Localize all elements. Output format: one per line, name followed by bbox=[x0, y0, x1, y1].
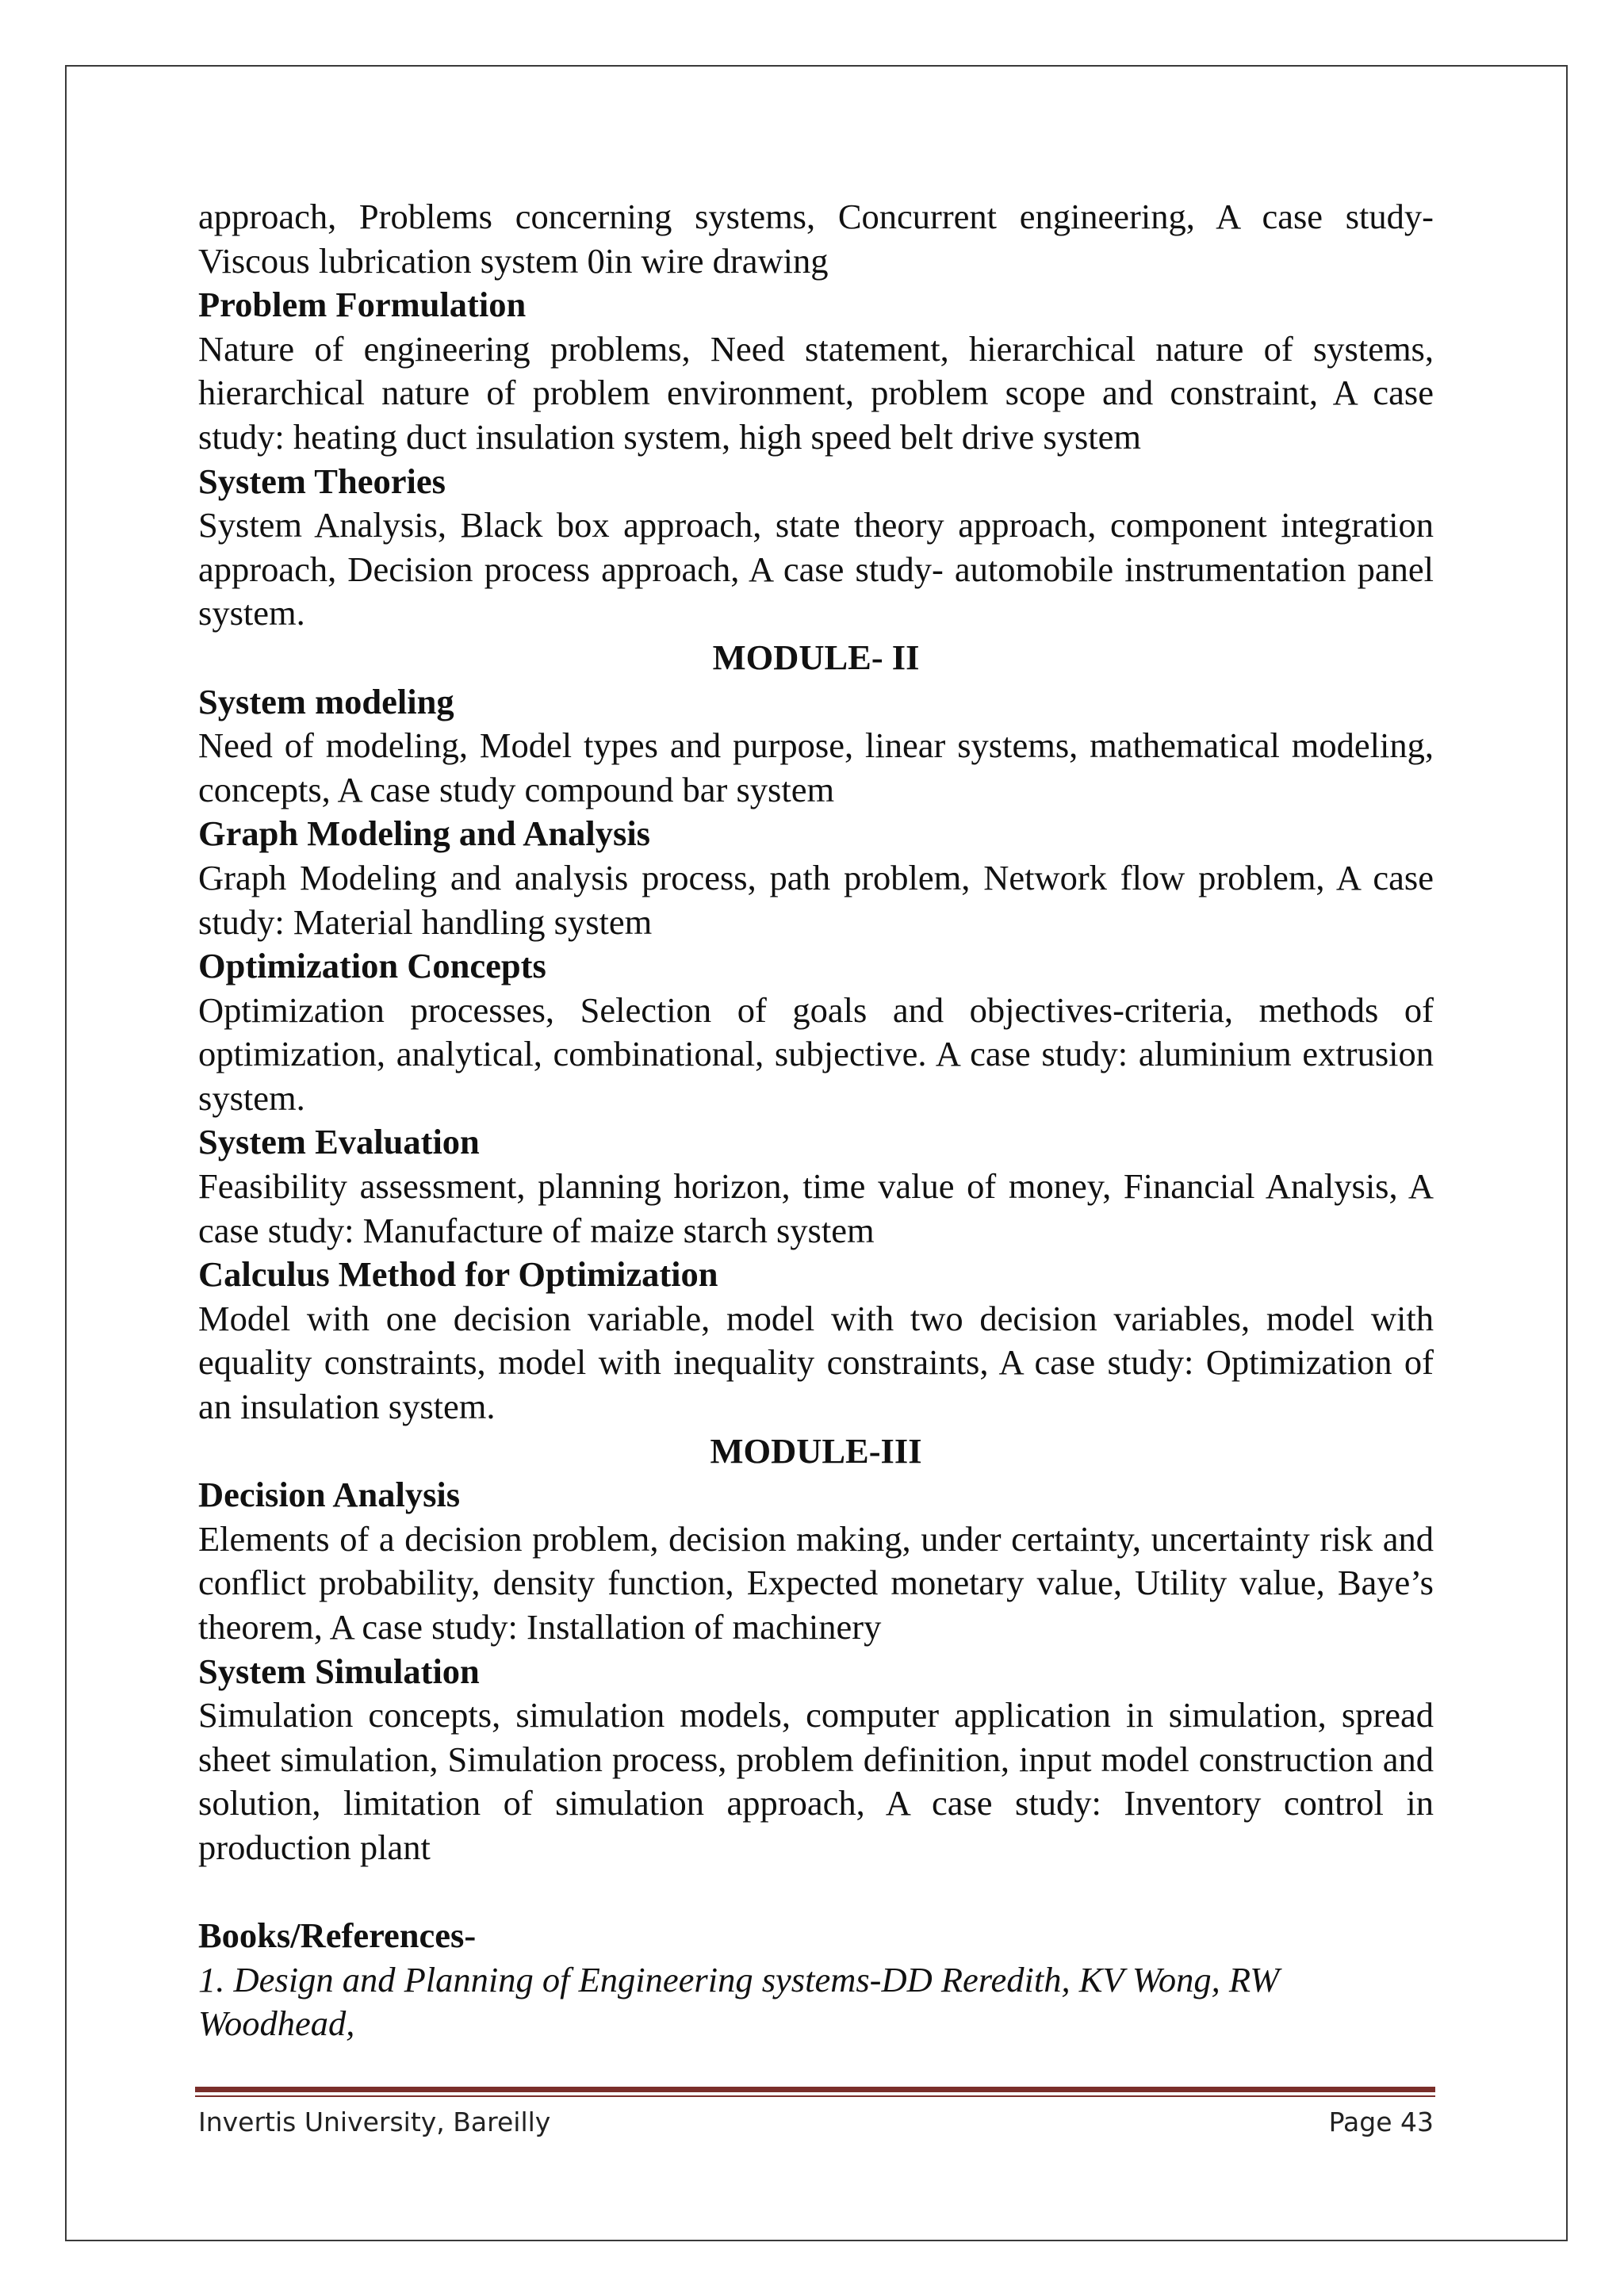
footer-page-number: Page 43 bbox=[1328, 2107, 1434, 2137]
module-iii-title: MODULE-III bbox=[710, 1430, 922, 1471]
paragraph-system-modeling: Need of modeling, Model types and purpose, linear systems, mathematical modeling, concepts, A case study compound bar system bbox=[198, 725, 1434, 809]
paragraph-decision-analysis: Elements of a decision problem, decision making, under certainty, uncertainty risk and conflict probability, density function, Expected monetary value, Utility value, Baye’s theorem, A case study: Installation of machinery bbox=[198, 1518, 1434, 1647]
footer-rule-thin bbox=[195, 2095, 1435, 2097]
paragraph-optimization-concepts: Optimization processes, Selection of goals and objectives-criteria, methods of optimization, analytical, combinational, subjective. A case study: aluminium extrusion system. bbox=[198, 989, 1434, 1118]
heading-optimization-concepts: Optimization Concepts bbox=[198, 946, 546, 986]
heading-system-evaluation: System Evaluation bbox=[198, 1122, 480, 1162]
footer-rule-thick bbox=[195, 2087, 1435, 2092]
paragraph-system-evaluation: Feasibility assessment, planning horizon, time value of money, Financial Analysis, A case study: Manufacture of maize starch system bbox=[198, 1166, 1434, 1250]
paragraph-system-theories: System Analysis, Black box approach, state theory approach, component integration approach, Decision process approach, A case study- automobile instrumentation panel system. bbox=[198, 505, 1434, 633]
heading-system-theories: System Theories bbox=[198, 461, 446, 501]
heading-problem-formulation: Problem Formulation bbox=[198, 285, 527, 325]
module-ii-title: MODULE- II bbox=[712, 637, 920, 677]
paragraph-problem-formulation: Nature of engineering problems, Need statement, hierarchical nature of systems, hierarchical nature of problem environment, problem scope and constraint, A case study: heating duct insulation system, high speed belt drive system bbox=[198, 328, 1434, 457]
paragraph-graph-modeling: Graph Modeling and analysis process, path problem, Network flow problem, A case study: Material handling system bbox=[198, 857, 1434, 942]
heading-decision-analysis: Decision Analysis bbox=[198, 1475, 461, 1515]
footer-institution: Invertis University, Bareilly bbox=[198, 2107, 551, 2137]
paragraph-calculus-method: Model with one decision variable, model with two decision variables, model with equality constraints, model with inequality constraints, A case study: Optimization of an insulation system. bbox=[198, 1298, 1434, 1427]
paragraph-systems-approach: approach, Problems concerning systems, Concurrent engineering, A case study- Viscous lubrication system 0in wire drawing bbox=[198, 197, 1434, 281]
section-gap bbox=[198, 1870, 1434, 1915]
heading-system-simulation: System Simulation bbox=[198, 1651, 480, 1691]
heading-graph-modeling: Graph Modeling and Analysis bbox=[198, 813, 651, 854]
heading-calculus-method: Calculus Method for Optimization bbox=[198, 1254, 718, 1295]
reference-item: 1. Design and Planning of Engineering systems-DD Reredith, KV Wong, RW Woodhead, bbox=[198, 1959, 1280, 2044]
page-content bbox=[198, 195, 1434, 2046]
heading-system-modeling: System modeling bbox=[198, 681, 454, 721]
heading-references: Books/References- bbox=[198, 1915, 477, 1956]
paragraph-system-simulation: Simulation concepts, simulation models, computer application in simulation, spread sheet simulation, Simulation process, problem definition, input model construction and solution, limitation of simulation approach, A case study: Inventory control in production plant bbox=[198, 1695, 1434, 1867]
